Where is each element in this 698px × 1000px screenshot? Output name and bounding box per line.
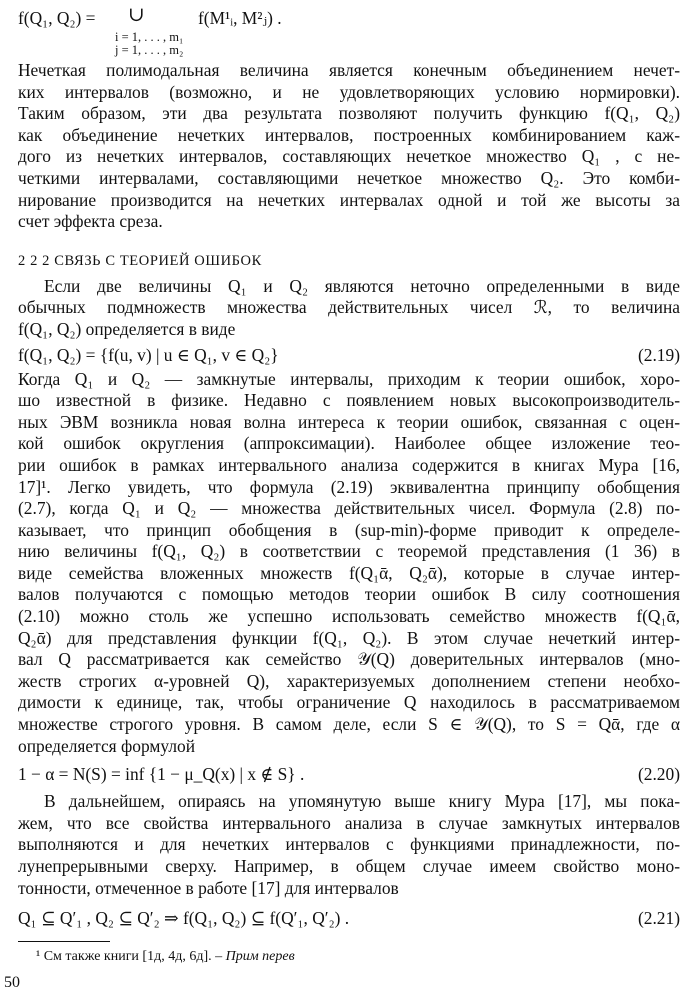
text-line: счет эффекта среза. (18, 211, 163, 232)
text-line: казывает, что принцип обобщения в (sup-min)-форме приводит к определе- (18, 519, 680, 540)
page-number: 50 (4, 974, 20, 991)
formula-index-i: i = 1, . . . , m₁ (115, 30, 184, 44)
equation-number: (2.19) (637, 344, 680, 365)
text-line: димости к единице, так, чтобы ограничение Q находилось в рассматриваемом (18, 692, 680, 713)
section-heading: 2 2 2 СВЯЗЬ С ТЕОРИЕЙ ОШИБОК (18, 252, 262, 269)
text-line: Q₂ᾱ) для представления функции f(Q₁, Q₂). В этом случае нечеткий интер- (18, 627, 680, 648)
text-line: нию величины f(Q₁, Q₂) в соответствии с теоремой представления (1 36) в (18, 541, 680, 562)
paragraph-1 (18, 60, 680, 233)
text-line: множестве строгого уровня. В самом деле, если S ∈ 𝒴(Q), то S = Qᾱ, где α (18, 714, 680, 735)
text-line: обычных подмножеств множества действительных чисел ℛ, то величина (18, 297, 680, 318)
equation-text: 1 − α = N(S) = inf {1 − μ_Q(x) | x ∉ S} . (18, 764, 305, 785)
page-body (18, 4, 680, 966)
paragraph-2 (18, 276, 680, 341)
text-line: Нечеткая полимодальная величина является конечным объединением нечет- (18, 60, 680, 80)
text-line: определяется формулой (18, 735, 196, 756)
text-line: вал Q рассматривается как семейство 𝒴(Q) доверительных интервалов (мно- (18, 649, 680, 670)
formula-index-j: j = 1, . . . , m₂ (115, 43, 184, 57)
equation-2-20 (18, 763, 680, 785)
equation-2-19 (18, 344, 680, 366)
formula-right: f(M¹ᵢ, M²ⱼ) . (198, 8, 282, 28)
paragraph-4 (18, 791, 680, 899)
text-line: (2.10) можно столь же успешно использовать семейство множеств f(Q₁ᾱ, (18, 606, 680, 627)
text-line: f(Q₁, Q₂) определяется в виде (18, 318, 236, 339)
equation-text: Q₁ ⊆ Q′₁ , Q₂ ⊆ Q′₂ ⇒ f(Q₁, Q₂) ⊆ f(Q′₁, Q′₂) . (18, 908, 350, 929)
text-line: ких интервалов (возможно, и не удовлетворяющих условию нормировки). (18, 81, 680, 102)
text-line: виде семейства вложенных множеств f(Q₁ᾱ, Q₂ᾱ), которые в случае интер- (18, 562, 680, 583)
footnote-divider (18, 941, 110, 942)
text-line: тонности, отмеченное в работе [17] для интервалов (18, 877, 399, 898)
text-line: шо известной в физике. Недавно с появлением новых высокопроизводитель- (18, 390, 680, 411)
text-line: Когда Q₁ и Q₂ — замкнутые интервалы, приходим к теории ошибок, хоро- (18, 368, 680, 389)
union-formula (18, 4, 680, 60)
text-line: Таким образом, эти два результата позволяют получить функцию f(Q₁, Q₂) (18, 103, 680, 124)
text-line: В дальнейшем, опираясь на упомянутую выше книгу Мура [17], мы пока- (44, 791, 680, 812)
text-line: Если две величины Q₁ и Q₂ являются неточно определенными в виде (44, 275, 680, 296)
text-line: выполняются и для нечетких интервалов с функциями принадлежности, по- (18, 834, 680, 855)
equation-number: (2.20) (637, 764, 680, 785)
text-line: четкими интервалами, составляющими нечеткое множество Q₂. Это комби- (18, 167, 680, 188)
text-line: 17]¹. Легко увидеть, что формула (2.19) эквивалентна принципу обобщения (18, 476, 680, 497)
text-line: ных ЭВМ возникла новая волна интереса к теории ошибок, связанная с оцен- (18, 411, 680, 432)
text-line: жем, что все свойства интервального анализа в случае замкнутых интервалов (18, 812, 680, 833)
text-line: нирование производится на нечетких интервалах одной и той же высоты за (18, 189, 680, 210)
text-line: кой ошибок округления (аппроксимации). Наиболее общее изложение тео- (18, 433, 680, 454)
footnote (18, 948, 680, 966)
text-line: жеств строгих α-уровней Q), характеризуемых дополнением степени необхо- (18, 670, 680, 691)
footnote-translator-note: Прим перев (225, 949, 295, 965)
footnote-text: ¹ См также книги [1д, 4д, 6д]. – (36, 949, 223, 965)
equation-2-21 (18, 907, 680, 929)
text-line: (2.7), когда Q₁ и Q₂ — множества действительных чисел. Формула (2.8) по- (18, 498, 680, 519)
equation-text: f(Q₁, Q₂) = {f(u, v) | u ∈ Q₁, v ∈ Q₂} (18, 344, 279, 365)
text-line: дого из нечетких интервалов, составляющих нечеткое множество Q₁ , с не- (18, 146, 680, 167)
paragraph-3 (18, 369, 680, 758)
formula-left: f(Q₁, Q₂) = (18, 8, 96, 28)
text-line: валов получаются с помощью методов теории ошибок В силу соотношения (18, 584, 680, 605)
equation-number: (2.21) (637, 908, 680, 929)
text-line: как объединение нечетких интервалов, построенных комбинированием каж- (18, 124, 680, 145)
text-line: лунепрерывными сверху. Например, в общем случае имеем свойство моно- (18, 856, 680, 876)
text-line: рии ошибок в рамках интервального анализа содержится в книгах Мура [16, (18, 454, 680, 475)
union-symbol: ∪ (128, 4, 145, 26)
